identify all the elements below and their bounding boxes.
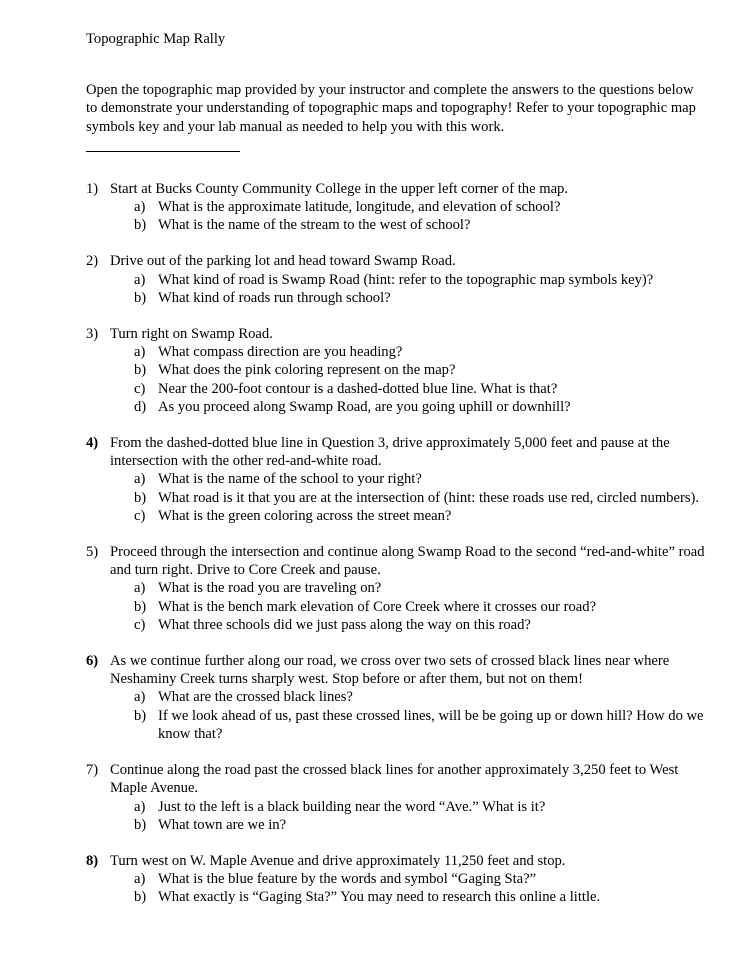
sub-question-letter: c) xyxy=(134,380,146,397)
sub-question-text: What is the name of the stream to the west of school? xyxy=(158,217,471,234)
sub-question-text: What kind of road is Swamp Road (hint: refer to the topographic map symbols key)? xyxy=(158,271,654,288)
sub-question xyxy=(134,271,716,289)
question-number: 1) xyxy=(86,180,99,197)
sub-question xyxy=(134,798,716,816)
question-text: From the dashed-dotted blue line in Question 3, drive approximately 5,000 feet and pause at the intersection with the other red-and-white road. xyxy=(110,435,670,470)
question-text: As we continue further along our road, we cross over two sets of crossed black lines near where Neshaminy Creek turns sharply west. Stop before or after them, but not on them! xyxy=(110,653,670,688)
sub-question-text: What is the green coloring across the street mean? xyxy=(158,507,452,524)
question-8 xyxy=(86,852,716,907)
sub-question-text: What is the approximate latitude, longitude, and elevation of school? xyxy=(158,199,561,216)
sub-question-list xyxy=(110,271,716,307)
question-text: Continue along the road past the crossed black lines for another approximately 3,250 feet to West Maple Avenue. xyxy=(110,762,679,797)
sub-question-list xyxy=(110,343,716,416)
question-number: 3) xyxy=(86,326,99,343)
sub-question-text: What does the pink coloring represent on the map? xyxy=(158,362,456,379)
sub-question xyxy=(134,398,716,416)
question-number: 8) xyxy=(86,852,99,869)
divider-line xyxy=(86,151,240,152)
question-1 xyxy=(86,180,716,235)
sub-question-text: Just to the left is a black building near the word “Ave.” What is it? xyxy=(158,798,546,815)
question-6 xyxy=(86,652,716,743)
question-4 xyxy=(86,434,716,525)
sub-question-list xyxy=(110,579,716,634)
sub-question-text: What is the bench mark elevation of Core Creek where it crosses our road? xyxy=(158,598,597,615)
sub-question-text: What are the crossed black lines? xyxy=(158,689,353,706)
question-5 xyxy=(86,543,716,634)
question-list xyxy=(86,180,716,907)
sub-question-text: As you proceed along Swamp Road, are you going uphill or downhill? xyxy=(158,398,571,415)
sub-question-letter: a) xyxy=(134,199,146,216)
sub-question-letter: b) xyxy=(134,707,147,724)
sub-question-text: Near the 200-foot contour is a dashed-dotted blue line. What is that? xyxy=(158,380,558,397)
sub-question xyxy=(134,888,716,906)
sub-question-letter: a) xyxy=(134,344,146,361)
sub-question xyxy=(134,289,716,307)
sub-question-letter: a) xyxy=(134,471,146,488)
sub-question xyxy=(134,216,716,234)
sub-question-text: What is the blue feature by the words and symbol “Gaging Sta?” xyxy=(158,871,537,888)
sub-question-text: What compass direction are you heading? xyxy=(158,344,403,361)
sub-question-letter: a) xyxy=(134,689,146,706)
sub-question-letter: a) xyxy=(134,871,146,888)
sub-question-letter: c) xyxy=(134,507,146,524)
sub-question-letter: b) xyxy=(134,217,147,234)
sub-question xyxy=(134,470,716,488)
question-text: Proceed through the intersection and continue along Swamp Road to the second “red-and-white” road and turn right. Drive to Core Creek and pause. xyxy=(110,544,705,579)
sub-question-text: What three schools did we just pass along the way on this road? xyxy=(158,616,531,633)
question-text: Turn right on Swamp Road. xyxy=(110,326,273,343)
sub-question xyxy=(134,489,716,507)
sub-question-letter: b) xyxy=(134,489,147,506)
sub-question xyxy=(134,688,716,706)
document-title: Topographic Map Rally xyxy=(86,31,226,47)
question-number: 2) xyxy=(86,253,99,270)
sub-question xyxy=(134,507,716,525)
sub-question-list xyxy=(110,870,716,906)
intro-paragraph: Open the topographic map provided by your instructor and complete the answers to the questions below to demonstrate your understanding of topographic maps and topography! Refer to your topographic map symbols key and your lab manual as needed to help you with this work. xyxy=(86,82,696,135)
question-7 xyxy=(86,761,716,834)
sub-question xyxy=(134,598,716,616)
question-number: 5) xyxy=(86,544,99,561)
sub-question-text: What is the name of the school to your right? xyxy=(158,471,422,488)
question-text: Start at Bucks County Community College in the upper left corner of the map. xyxy=(110,180,568,197)
sub-question-text: What road is it that you are at the intersection of (hint: these roads use red, circled numbers). xyxy=(158,489,700,506)
question-number: 7) xyxy=(86,762,99,779)
sub-question xyxy=(134,380,716,398)
sub-question-letter: b) xyxy=(134,598,147,615)
sub-question xyxy=(134,707,716,743)
document-page xyxy=(86,30,716,925)
sub-question-list xyxy=(110,198,716,234)
sub-question xyxy=(134,361,716,379)
sub-question-letter: a) xyxy=(134,580,146,597)
sub-question-letter: a) xyxy=(134,271,146,288)
question-text: Turn west on W. Maple Avenue and drive approximately 11,250 feet and stop. xyxy=(110,852,566,869)
sub-question xyxy=(134,198,716,216)
question-3 xyxy=(86,325,716,416)
sub-question-letter: c) xyxy=(134,616,146,633)
sub-question-letter: b) xyxy=(134,816,147,833)
sub-question-letter: b) xyxy=(134,289,147,306)
sub-question-letter: b) xyxy=(134,362,147,379)
sub-question xyxy=(134,579,716,597)
sub-question-text: What kind of roads run through school? xyxy=(158,289,391,306)
sub-question-letter: b) xyxy=(134,889,147,906)
sub-question-list xyxy=(110,688,716,743)
sub-question-text: What exactly is “Gaging Sta?” You may need to research this online a little. xyxy=(158,889,601,906)
question-number: 6) xyxy=(86,653,99,670)
question-number: 4) xyxy=(86,435,99,452)
sub-question-letter: d) xyxy=(134,398,147,415)
sub-question-text: What is the road you are traveling on? xyxy=(158,580,382,597)
sub-question-text: If we look ahead of us, past these crossed lines, will be be going up or down hill? How do we know that? xyxy=(158,707,704,742)
sub-question xyxy=(134,343,716,361)
question-2 xyxy=(86,252,716,307)
sub-question-list xyxy=(110,798,716,834)
sub-question-list xyxy=(110,470,716,525)
sub-question xyxy=(134,616,716,634)
sub-question xyxy=(134,870,716,888)
sub-question-letter: a) xyxy=(134,798,146,815)
sub-question xyxy=(134,816,716,834)
question-text: Drive out of the parking lot and head toward Swamp Road. xyxy=(110,253,456,270)
sub-question-text: What town are we in? xyxy=(158,816,287,833)
